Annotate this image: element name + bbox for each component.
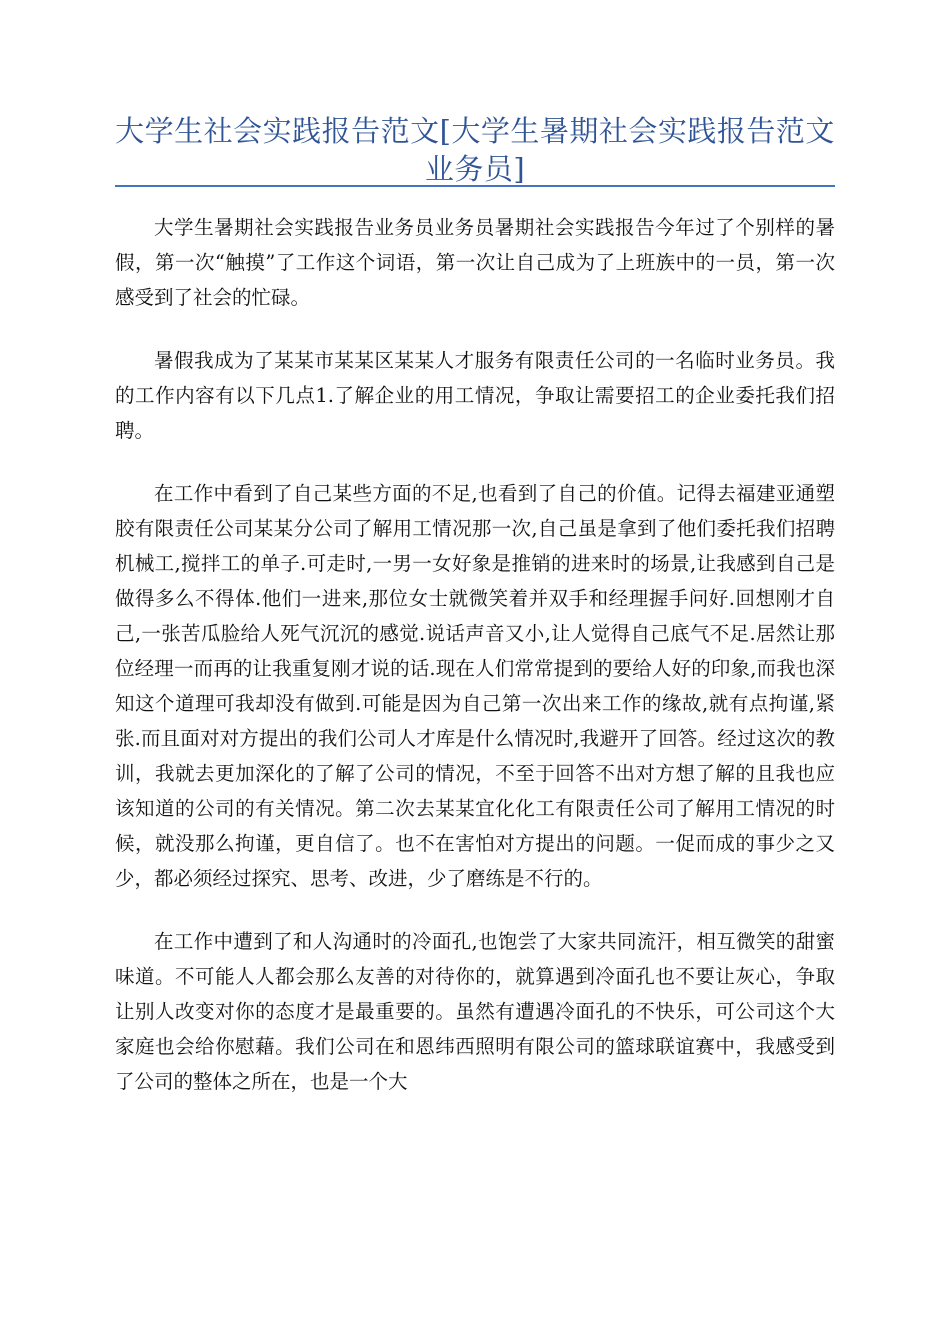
title-underline bbox=[115, 185, 835, 187]
document-title: 大学生社会实践报告范文[大学生暑期社会实践报告范文业务员] bbox=[115, 114, 835, 186]
document-body bbox=[115, 210, 835, 1127]
paragraph-3: 在工作中看到了自己某些方面的不足,也看到了自己的价值。记得去福建亚通塑胶有限责任公司某某分公司了解用工情况那一次,自己虽是拿到了他们委托我们招聘机械工,搅拌工的单子.可走时,一男一女好象是推销的进来时的场景,让我感到自己是做得多么不得体.他们一进来,那位女士就微笑着并双手和经理握手问好.回想刚才自己,一张苦瓜脸给人死气沉沉的感觉.说话声音又小,让人觉得自己底气不足.居然让那位经理一而再的让我重复刚才说的话.现在人们常常提到的要给人好的印象,而我也深知这个道理可我却没有做到.可能是因为自己第一次出来工作的缘故,就有点拘谨,紧张.而且面对对方提出的我们公司人才库是什么情况时,我避开了回答。经过这次的教训，我就去更加深化的了解了公司的情况，不至于回答不出对方想了解的且我也应该知道的公司的有关情况。第二次去某某宜化化工有限责任公司了解用工情况的时候，就没那么拘谨，更自信了。也不在害怕对方提出的问题。一促而成的事少之又少，都必须经过探究、思考、改进，少了磨练是不行的。 bbox=[115, 482, 835, 890]
paragraph-4: 在工作中遭到了和人沟通时的冷面孔,也饱尝了大家共同流汗，相互微笑的甜蜜味道。不可能人人都会那么友善的对待你的，就算遇到冷面孔也不要让灰心，争取让别人改变对你的态度才是最重要的。虽然有遭遇冷面孔的不快乐，可公司这个大家庭也会给你慰藉。我们公司在和恩纬西照明有限公司的篮球联谊赛中，我感受到了公司的整体之所在，也是一个大 bbox=[115, 930, 835, 1093]
paragraph-1: 大学生暑期社会实践报告业务员业务员暑期社会实践报告今年过了个别样的暑假，第一次“触摸”了工作这个词语，第一次让自己成为了上班族中的一员，第一次感受到了社会的忙碌。 bbox=[115, 216, 835, 309]
title-block bbox=[115, 112, 835, 188]
paragraph-2: 暑假我成为了某某市某某区某某人才服务有限责任公司的一名临时业务员。我的工作内容有以下几点1.了解企业的用工情况，争取让需要招工的企业委托我们招聘。 bbox=[115, 349, 835, 442]
